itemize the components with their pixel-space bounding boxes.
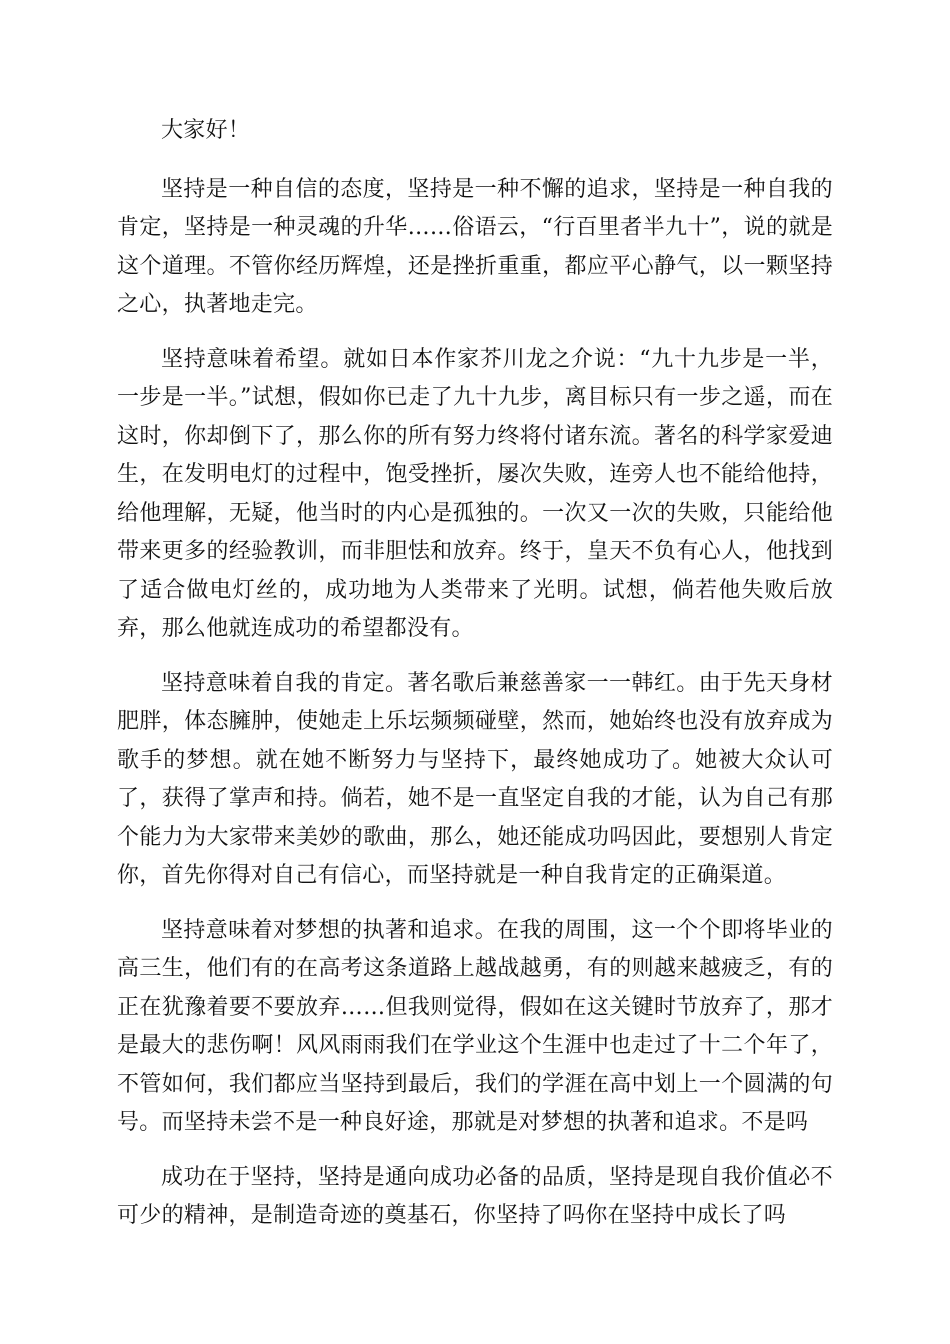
document-body bbox=[117, 112, 833, 1252]
paragraph-1: 坚持是一种自信的态度，坚持是一种不懈的追求，坚持是一种自我的肯定，坚持是一种灵魂的升华……俗语云，“行百里者半九十”，说的就是这个道理。不管你经历辉煌，还是挫折重重，都应平心静气，以一颗坚持之心，执著地走完。 bbox=[117, 176, 833, 317]
paragraph-3: 坚持意味着自我的肯定。著名歌后兼慈善家一一韩红。由于先天身材肥胖，体态臃肿，使她走上乐坛频频碰壁，然而，她始终也没有放弃成为歌手的梦想。就在她不断努力与坚持下，最终她成功了。她被大众认可了，获得了掌声和持。倘若，她不是一直坚定自我的才能，认为自己有那个能力为大家带来美妙的歌曲，那么，她还能成功吗因此，要想别人肯定你，首先你得对自己有信心，而坚持就是一种自我肯定的正确渠道。 bbox=[117, 670, 833, 888]
greeting-line: 大家好！ bbox=[161, 118, 251, 143]
paragraph-4: 坚持意味着对梦想的执著和追求。在我的周围，这一个个即将毕业的高三生，他们有的在高考这条道路上越战越勇，有的则越来越疲乏，有的正在犹豫着要不要放弃……但我则觉得，假如在这关键时节放弃了，那才是最大的悲伤啊！风风雨雨我们在学业这个生涯中也走过了十二个年了，不管如何，我们都应当坚持到最后，我们的学涯在高中划上一个圆满的句号。而坚持未尝不是一种良好途，那就是对梦想的执著和追求。不是吗 bbox=[117, 917, 833, 1135]
paragraph-5: 成功在于坚持，坚持是通向成功必备的品质，坚持是现自我价值必不可少的精神，是制造奇迹的奠基石，你坚持了吗你在坚持中成长了吗 bbox=[117, 1164, 833, 1228]
paragraph-2: 坚持意味着希望。就如日本作家芥川龙之介说：“九十九步是一半，一步是一半。”试想，假如你已走了九十九步，离目标只有一步之遥，而在这时，你却倒下了，那么你的所有努力终将付诸东流。著名的科学家爱迪生，在发明电灯的过程中，饱受挫折，屡次失败，连旁人也不能给他持，给他理解，无疑，他当时的内心是孤独的。一次又一次的失败，只能给他带来更多的经验教训，而非胆怯和放弃。终于，皇天不负有心人，他找到了适合做电灯丝的，成功地为人类带来了光明。试想，倘若他失败后放弃，那么他就连成功的希望都没有。 bbox=[117, 346, 833, 641]
